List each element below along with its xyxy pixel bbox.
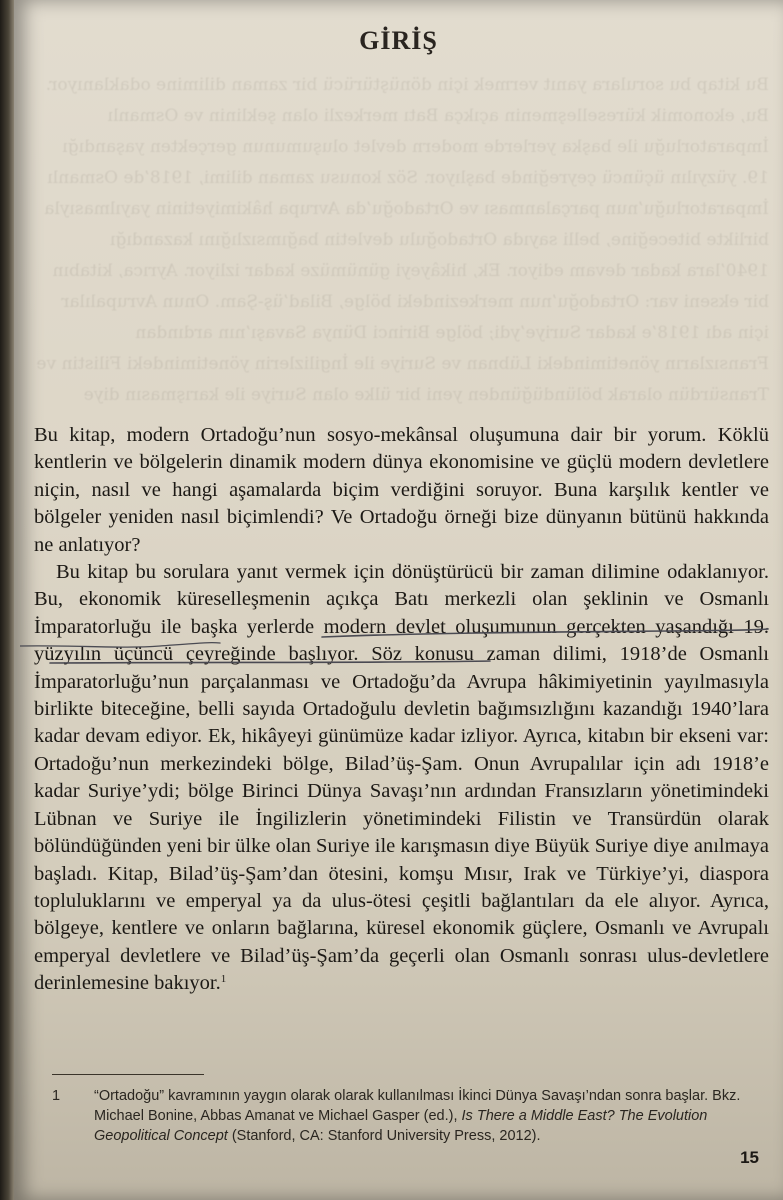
- footnote-text-after: (Stanford, CA: Stanford University Press, 2012).: [227, 1128, 541, 1144]
- footnote-text: [94, 1086, 767, 1146]
- chapter-heading: GİRİŞ: [359, 26, 438, 55]
- page-number: 15: [740, 1148, 759, 1167]
- bleed-through-p1: Bu kitap bu sorulara yanıt vermek için dönüştürücü bir zaman dilimine odaklanıyor. Bu, ekonomik küreselleşmenin açıkça Batı merkezli olan şeklinin ve Osmanlı İmparatorluğu ile başka yerlerde modern devlet oluşumunun gerçekten yaşandığı 19. yüzyılın üçüncü çeyreğinde başlıyor. Söz konusu zaman dilimi, 1918’de Osmanlı İmparatorluğu’nun parçalanması ve Ortadoğu’da Avrupa hâkimiyetinin yayılmasıyla birlikte biteceğine, belli sayıda Ortadoğulu devletin bağımsızlığını kazandığı 1940’lara kadar devam ediyor. Ek, hikâyeyi günümüze kadar izliyor. Ayrıca, kitabın bir ekseni var: Ortadoğu’nun merkezindeki bölge, Bilad’üş-Şam. Onun Avrupalılar için adı 1918’e kadar Suriye’ydi; bölge Birinci Dünya Savaşı’nın ardından Fransızların yönetimindeki Lübnan ve Suriye ile İngilizlerin yönetimindeki Filistin ve Transürdün olarak bölündüğünden yeni bir ülke olan Suriye ile karışmasın diye: [36, 75, 769, 405]
- bleed-through-text: [34, 70, 769, 410]
- footnote-marker: 1: [220, 973, 227, 986]
- book-spine-shadow: [0, 0, 14, 1200]
- footnote-text-before: “Ortadoğu” kavramının yaygın olarak olarak kullanılması İkinci Dünya Savaşı’ndan sonra başlar. Bkz. Michael Bonine, Abbas Amanat ve Michael Gasper (ed.),: [94, 1088, 741, 1124]
- footnote: [52, 1086, 767, 1146]
- paragraph-1: Bu kitap, modern Ortadoğu’nun sosyo-mekânsal oluşumuna dair bir yorum. Köklü kentlerin ve bölgelerin dinamik modern dünya ekonomisine ve güçlü modern devletlere niçin, nasıl ve hangi aşamalarda biçim verdiğini soruyor. Buna karşılık kentler ve bölgeler yeniden nasıl biçimlendi? Ve Ortadoğu örneği bize dünyanın bütünü hakkında ne anlatıyor?: [34, 424, 769, 556]
- footnote-rule: [52, 1074, 204, 1075]
- paragraph-2-text: Bu kitap bu sorulara yanıt vermek için dönüştürücü bir zaman dilimine odaklanıyor. Bu, ekonomik küreselleşmenin açıkça Batı merkezli olan şeklinin ve Osmanlı İmparatorluğu ile başka yerlerde modern devlet oluşumunun gerçekten yaşandığı 19. yüzyılın üçüncü çeyreğinde başlıyor. Söz konusu zaman dilimi, 1918’de Osmanlı İmparatorluğu’nun parçalanması ve Ortadoğu’da Avrupa hâkimiyetinin yayılmasıyla birlikte biteceğine, belli sayıda Ortadoğulu devletin bağımsızlığını kazandığı 1940’lara kadar devam ediyor. Ek, hikâyeyi günümüze kadar izliyor. Ayrıca, kitabın bir ekseni var: Ortadoğu’nun merkezindeki bölge, Bilad’üş-Şam. Onun Avrupalılar için adı 1918’e kadar Suriye’ydi; bölge Birinci Dünya Savaşı’nın ardından Fransızların yönetimindeki Lübnan ve Suriye ile İngilizlerin yönetimindeki Filistin ve Transürdün olarak bölündüğünden yeni bir ülke olan Suriye ile karışmasın diye Büyük Suriye diye anılmaya başladı. Kitap, Bilad’üş-Şam’dan ötesini, komşu Mısır, Irak ve Türkiye’yi, diaspora topluluklarını ve emperyal ya da ulus-ötesi çeşitli bağlantıları da ele alıyor. Ayrıca, bölgeye, kentlere ve onların bağlarına, küresel ekonomik güçlere, Osmanlı ve Avrupalı emperyal devletlere ve Bilad’üş-Şam’da geçerli olan Osmanlı sonrası ulus-devletlere derinlemesine bakıyor.: [34, 561, 769, 995]
- footnote-number: 1: [52, 1088, 61, 1104]
- footnote-book-title: Is There a Middle East? The Evolution Geopolitical Concept: [94, 1108, 708, 1144]
- book-page: [14, 0, 783, 1200]
- body-text: [34, 422, 769, 998]
- paragraph-2: [34, 559, 769, 998]
